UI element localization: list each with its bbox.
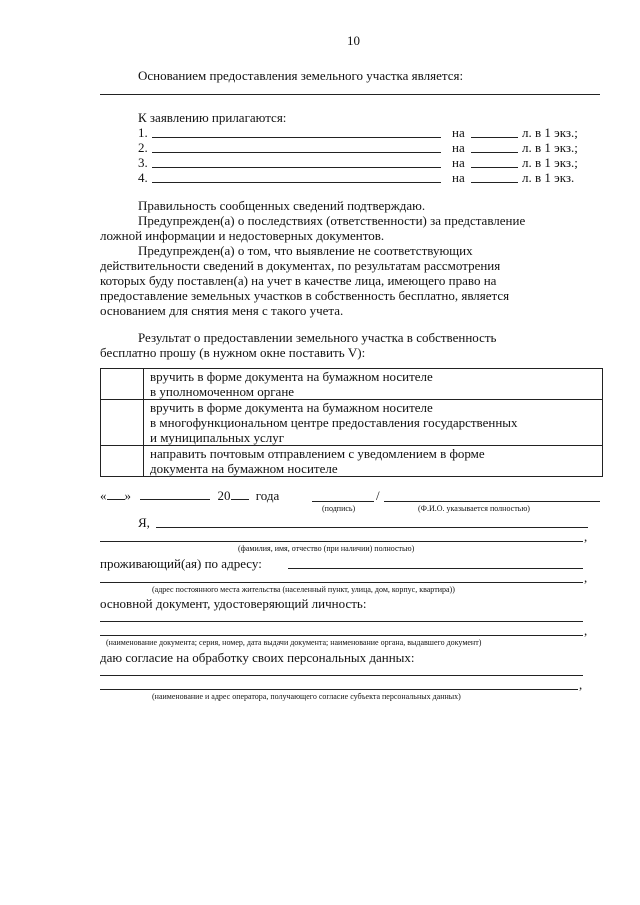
warning-2-line-3: которых буду поставлен(а) на учет в качестве лица, имеющего право на	[100, 273, 497, 288]
year-field[interactable]	[231, 488, 249, 500]
result-request-line-1: Результат о предоставлении земельного участка в собственность	[138, 330, 497, 345]
option-checkbox-mfc[interactable]	[101, 400, 144, 446]
confirm-statement: Правильность сообщенных сведений подтверждаю.	[138, 198, 426, 213]
option-text-office: вручить в форме документа на бумажном носителе в уполномоченном органе	[144, 369, 603, 400]
id-document-field-line-1[interactable]	[100, 621, 583, 622]
option-checkbox-mail[interactable]	[101, 446, 144, 477]
option-row-office	[101, 369, 603, 400]
warning-1-line-2: ложной информации и недостоверных документов.	[100, 228, 385, 243]
id-document-field-line-2[interactable]	[100, 635, 583, 636]
date-line: « » 20 года	[100, 488, 280, 503]
ya-label: Я,	[138, 515, 150, 530]
month-field[interactable]	[140, 488, 210, 500]
full-name-field[interactable]	[384, 501, 600, 502]
consent-label: даю согласие на обработку своих персональных данных:	[100, 650, 415, 665]
attachment-pages-field[interactable]	[471, 152, 518, 153]
address-field-line-1[interactable]	[288, 568, 583, 569]
result-options-table	[100, 368, 603, 477]
day-field[interactable]	[107, 488, 125, 500]
address-note: (адрес постоянного места жительства (населенный пункт, улица, дом, корпус, квартира))	[152, 585, 455, 594]
id-document-note: (наименование документа; серия, номер, дата выдачи документа; наименование органа, выдавшего документ)	[106, 638, 482, 647]
operator-note: (наименование и адрес оператора, получающего согласие субъекта персональных данных)	[152, 692, 461, 701]
warning-1-line-1: Предупрежден(а) о последствиях (ответственности) за представление	[138, 213, 526, 228]
option-checkbox-office[interactable]	[101, 369, 144, 400]
result-request-line-2: бесплатно прошу (в нужном окне поставить V):	[100, 345, 366, 360]
attachment-pages-field[interactable]	[471, 137, 518, 138]
signature-note: (подпись)	[322, 504, 356, 513]
full-name-note: (Ф.И.О. указывается полностью)	[418, 504, 530, 513]
warning-2-line-2: действительности сведений в документах, по результатам рассмотрения	[100, 258, 501, 273]
page-number: 10	[347, 33, 360, 48]
name-field-line-1[interactable]	[156, 527, 588, 528]
name-note: (фамилия, имя, отчество (при наличии) полностью)	[238, 544, 415, 553]
attachment-name-field[interactable]	[152, 182, 441, 183]
warning-2-line-4: предоставление земельных участков в собственность бесплатно, является	[100, 288, 510, 303]
name-field-line-2[interactable]	[100, 541, 583, 542]
attachment-name-field[interactable]	[152, 137, 441, 138]
attachment-name-field[interactable]	[152, 152, 441, 153]
operator-field-line-2[interactable]	[100, 689, 578, 690]
id-document-label: основной документ, удостоверяющий личность:	[100, 596, 367, 611]
option-row-mfc	[101, 400, 603, 446]
option-row-mail	[101, 446, 603, 477]
attachment-name-field[interactable]	[152, 167, 441, 168]
address-label: проживающий(ая) по адресу:	[100, 556, 262, 571]
attachment-pages-field[interactable]	[471, 182, 518, 183]
warning-2-line-1: Предупрежден(а) о том, что выявление не соответствующих	[138, 243, 473, 258]
basis-label: Основанием предоставления земельного участка является:	[138, 68, 464, 83]
option-text-mail: направить почтовым отправлением с уведомлением в форме документа на бумажном носителе	[144, 446, 603, 477]
operator-field-line-1[interactable]	[100, 675, 583, 676]
signature-slash: /	[376, 488, 380, 503]
attachment-pages-field[interactable]	[471, 167, 518, 168]
address-field-line-2[interactable]	[100, 582, 583, 583]
attachments-heading: К заявлению прилагаются:	[138, 110, 287, 125]
basis-input-line[interactable]	[100, 94, 600, 95]
signature-field[interactable]	[312, 501, 374, 502]
warning-2-line-5: основанием для снятия меня с такого учета.	[100, 303, 344, 318]
option-text-mfc: вручить в форме документа на бумажном носителе в многофункциональном центре предоставления государственных и муниципальных услуг	[144, 400, 603, 446]
